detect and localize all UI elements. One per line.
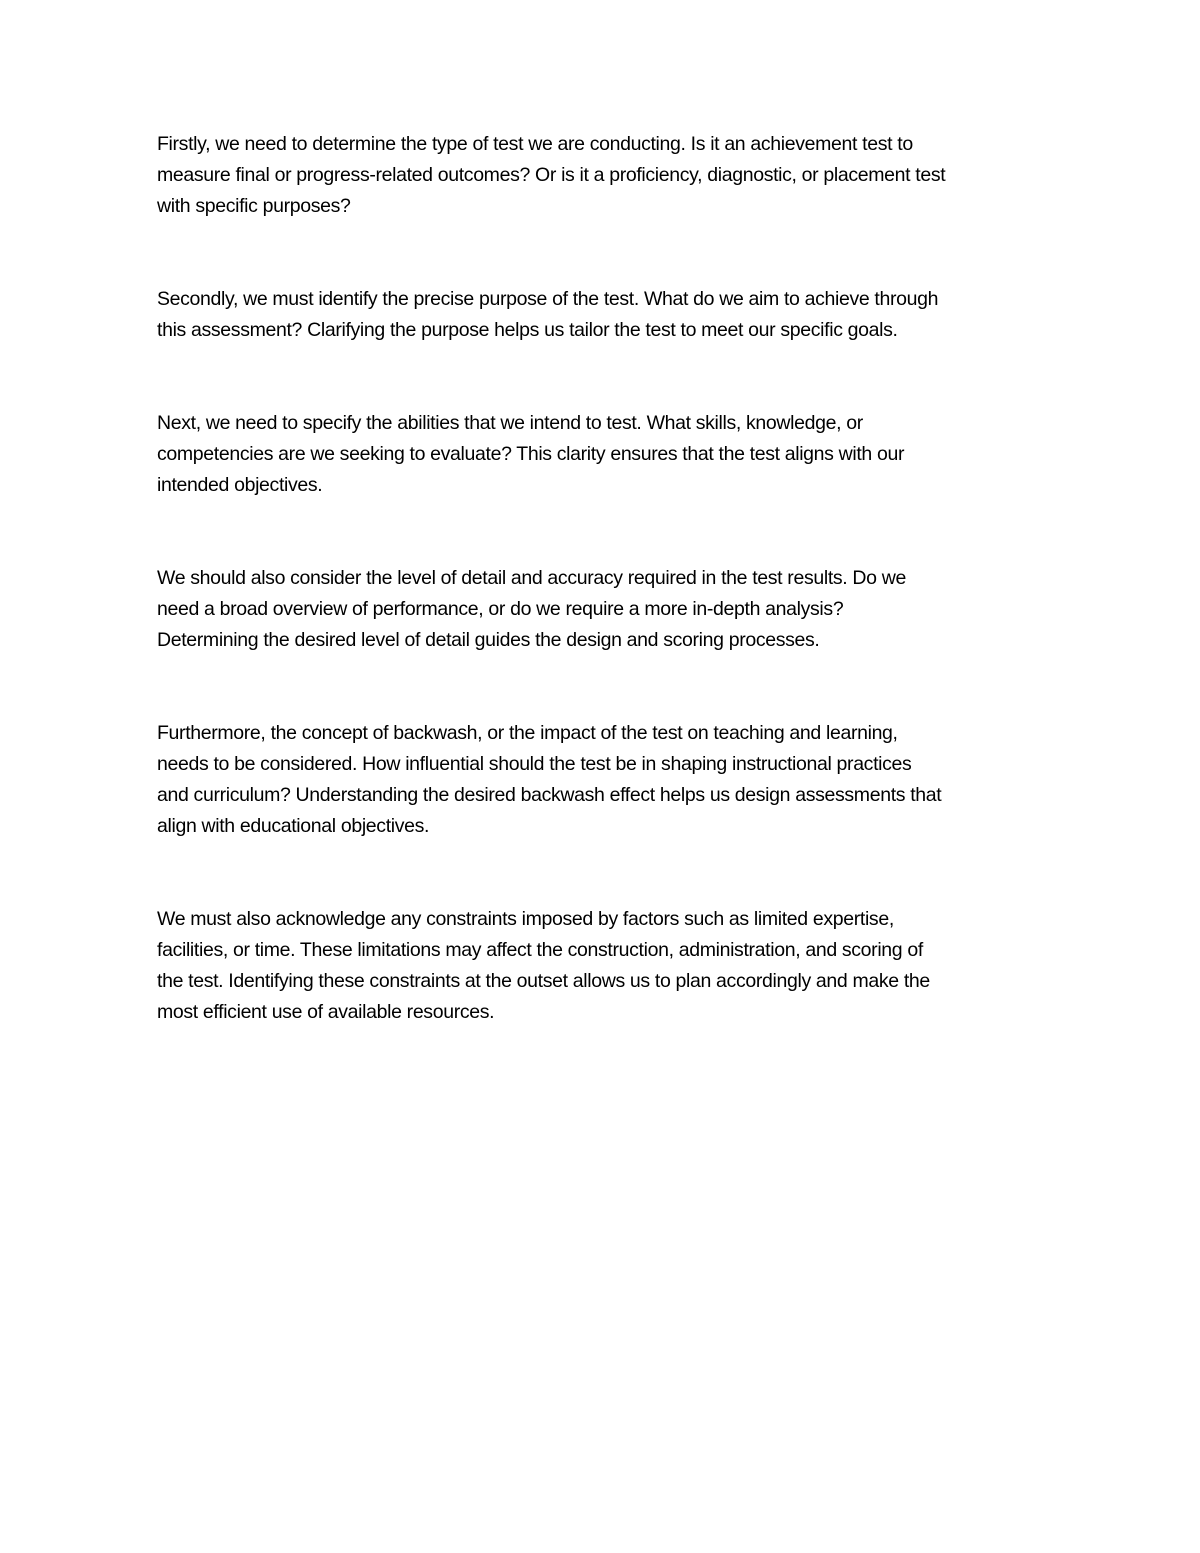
paragraph-test-purpose: Secondly, we must identify the precise purpose of the test. What do we aim to achieve through this assessment? Clarifying the purpose helps us tailor the test to meet our specific goals. [157, 288, 939, 341]
document-body [157, 129, 947, 1090]
paragraph-constraints: We must also acknowledge any constraints imposed by factors such as limited expertise, facilities, or time. These limitations may affect the construction, administration, and scoring of the test. Identifying these constraints at the outset allows us to plan accordingly and make the most efficient use of available resources. [157, 908, 930, 1023]
paragraph-backwash: Furthermore, the concept of backwash, or the impact of the test on teaching and learning, needs to be considered. How influential should the test be in shaping instructional practices and curriculum? Understanding the desired backwash effect helps us design assessments that align with educational objectives. [157, 722, 942, 837]
paragraph-test-type: Firstly, we need to determine the type of test we are conducting. Is it an achievement test to measure final or progress-related outcomes? Or is it a proficiency, diagnostic, or placement test with specific purposes? [157, 133, 946, 217]
paragraph-level-of-detail: We should also consider the level of detail and accuracy required in the test results. Do we need a broad overview of performance, or do we require a more in-depth analysis? Determining the desired level of detail guides the design and scoring processes. [157, 567, 906, 651]
paragraph-abilities: Next, we need to specify the abilities that we intend to test. What skills, knowledge, or competencies are we seeking to evaluate? This clarity ensures that the test aligns with our intended objectives. [157, 412, 905, 496]
